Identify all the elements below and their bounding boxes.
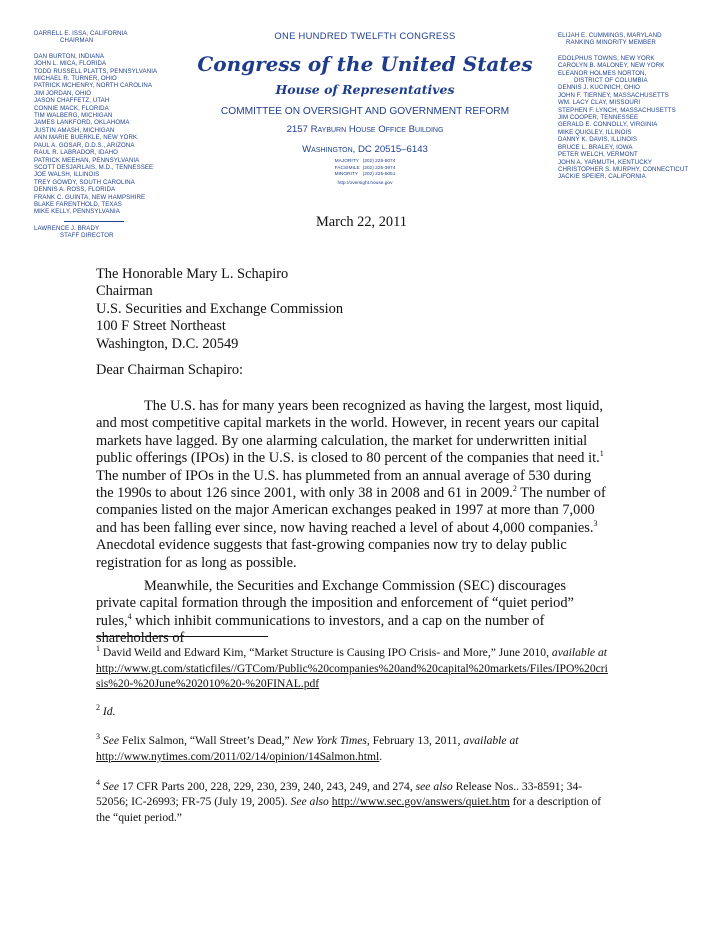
roster-member: JOHN F. TIERNEY, MASSACHUSETTS (558, 91, 669, 99)
footnote-4-number: 4 (96, 777, 100, 787)
minority-member-list (558, 55, 688, 181)
staff-director-title: STAFF DIRECTOR (60, 232, 114, 240)
roster-member: PETER WELCH, VERMONT (558, 151, 638, 159)
footnote-3-available: available at (463, 734, 519, 748)
roster-divider (64, 221, 124, 222)
roster-member: MICHAEL R. TURNER, OHIO (34, 75, 117, 83)
roster-member: TIM WALBERG, MICHIGAN (34, 112, 113, 120)
roster-member: JOE WALSH, ILLINOIS (34, 171, 100, 179)
roster-member: BLAKE FARENTHOLD, TEXAS (34, 200, 122, 208)
footnotes (96, 645, 610, 825)
footnote-3-link[interactable]: http://www.nytimes.com/2011/02/14/opinion/14Salmon.html (96, 749, 380, 763)
para2-text-a: Meanwhile, the Securities and Exchange Commission (SEC) discourages private capital formation through the imposition and enforcement of “quiet period” rules, (96, 578, 574, 629)
roster-member: TREY GOWDY, SOUTH CAROLINA (34, 178, 135, 186)
website-label: http://oversight.house.gov (337, 180, 393, 186)
roster-member: SCOTT DESJARLAIS, M.D., TENNESSEE (34, 163, 154, 171)
footnote-1-number: 1 (96, 644, 100, 654)
recipient-agency: U.S. Securities and Exchange Commission (96, 300, 344, 317)
roster-member: PAUL A. GOSAR, D.D.S., ARIZONA (34, 141, 135, 149)
footnote-2-number: 2 (96, 702, 100, 712)
roster-member: ELEANOR HOLMES NORTON, (558, 69, 647, 77)
para1-text-d: Anecdotal evidence suggests that fast-growing companies now try to delay public registration for as long as possible. (96, 537, 567, 571)
roster-member: JOHN L. MICA, FLORIDA (34, 60, 107, 68)
roster-member: JIM COOPER, TENNESSEE (558, 114, 639, 122)
committee-name: COMMITTEE ON OVERSIGHT AND GOVERNMENT REFORM (220, 106, 510, 117)
footnote-1-text: David Weild and Edward Kim, “Market Structure is Causing IPO Crisis- and More,” June 2010, (102, 646, 550, 659)
footnote-3 (96, 733, 610, 764)
body-paragraph-2 (96, 578, 608, 648)
letterhead-title: Congress of the United States (197, 52, 533, 76)
roster-member: CAROLYN B. MALONEY, NEW YORK (558, 62, 665, 70)
footnote-1-available: available at (551, 646, 607, 659)
roster-member: CONNIE MACK, FLORIDA (34, 104, 109, 112)
footnote-4-text-2: Release Nos.. 33-8591; 34-52056; IC-26993; FR-75 (July 19, 2005). (96, 779, 583, 809)
footnote-4-end: for a description of the “quiet period.” (96, 795, 602, 824)
footnote-3-text: Felix Salmon, “Wall Street’s Dead,” (121, 734, 290, 748)
ranking-member-name: ELIJAH E. CUMMINGS, MARYLAND (558, 32, 662, 39)
roster-member: DANNY K. DAVIS, ILLINOIS (558, 136, 638, 144)
footnote-ref-3[interactable]: 3 (593, 519, 598, 529)
footnote-3-publication: New York Times (292, 734, 367, 748)
footnote-1 (96, 645, 610, 692)
letter-date: March 22, 2011 (316, 214, 407, 230)
footnote-4-see-also-2: See also (290, 795, 329, 809)
roster-member: RAUL R. LABRADOR, IDAHO (34, 149, 119, 157)
chairman-name: DARRELL E. ISSA, CALIFORNIA (34, 30, 128, 37)
roster-member: DENNIS J. KUCINICH, OHIO (558, 84, 640, 92)
staff-director-name: LAWRENCE J. BRADY (34, 224, 100, 232)
majority-member-list (34, 53, 157, 216)
roster-member: JIM JORDAN, OHIO (34, 89, 92, 97)
roster-member: FRANK C. GUINTA, NEW HAMPSHIRE (34, 193, 146, 201)
phone-label: FACSIMILE (334, 165, 360, 171)
body-paragraph-1 (96, 398, 608, 572)
roster-member: EDOLPHUS TOWNS, NEW YORK (558, 54, 655, 62)
footnote-4-link[interactable]: http://www.sec.gov/answers/quiet.htm (331, 795, 510, 809)
footnote-4 (96, 779, 610, 826)
footnote-4-see: See (102, 779, 119, 793)
roster-member: DAN BURTON, INDIANA (34, 52, 105, 60)
footnote-3-end: . (379, 749, 383, 763)
majority-roster (34, 30, 157, 240)
para1-text-a: The U.S. has for many years been recognized as having the largest, most liquid, and most competitive capital markets in the world. However, in recent years our capital markets have lagged. By one alarming calculation, the market for underwritten initial public offerings (IPOs) in the U.S. is closed to 80 percent of the companies that need it. (96, 398, 603, 467)
footnote-4-see-also: see also (415, 779, 453, 793)
phone-number: (202) 225-5074 (362, 159, 396, 164)
footnote-ref-1[interactable]: 1 (599, 449, 604, 459)
roster-member: STEPHEN F. LYNCH, MASSACHUSETTS (558, 106, 676, 114)
phone-list (180, 159, 550, 179)
roster-member: JUSTIN AMASH, MICHIGAN (34, 126, 115, 134)
letterhead-subtitle: House of Representatives (275, 82, 455, 97)
chairman-title: CHAIRMAN (60, 37, 94, 45)
phone-label: MAJORITY (334, 159, 359, 164)
para1-text-b: The number of IPOs in the U.S. has plummeted from an annual average of 530 during the 1990s to about 126 since 2001, with only 38 in 2008 and 61 in 2009. (96, 467, 592, 502)
roster-member: BRUCE L. BRALEY, IOWA (558, 143, 633, 151)
committee-address: 2157 Rayburn House Office Building (286, 124, 444, 135)
para1-text-c: The number of companies listed on the major American exchanges peaked in 1997 at more than 7,000 and has been falling ever since, now having reached a level of about 4,000 companies. (96, 485, 606, 536)
phone-row (180, 172, 550, 179)
phone-row (180, 159, 550, 166)
footnote-2-text: Id. (102, 704, 116, 718)
recipient-title: Chairman (96, 283, 153, 300)
roster-member: TODD RUSSELL PLATTS, PENNSYLVANIA (34, 67, 158, 75)
footnote-4-text: 17 CFR Parts 200, 228, 229, 230, 239, 240, 243, 249, and 274, (121, 779, 413, 793)
roster-member: JAMES LANKFORD, OKLAHOMA (34, 119, 130, 127)
roster-member: JASON CHAFFETZ, UTAH (34, 97, 110, 105)
roster-member: MIKE QUIGLEY, ILLINOIS (558, 128, 632, 136)
roster-member: JOHN A. YARMUTH, KENTUCKY (558, 158, 653, 166)
para2-text-b: which inhibit communications to investors, and a cap on the number of shareholders of (96, 612, 545, 647)
recipient-street: 100 F Street Northeast (96, 318, 226, 335)
congress-label: ONE HUNDRED TWELFTH CONGRESS (274, 30, 456, 41)
recipient-city: Washington, D.C. 20549 (96, 335, 239, 352)
footnote-ref-2[interactable]: 2 (512, 484, 517, 494)
footnote-1-link[interactable]: http://www.gt.com/staticfiles//GTCom/Public%20companies%20and%20capital%20markets/Files/IPO%20crisis%20-%20June%202010%20-%20FINAL.pdf (96, 661, 608, 691)
committee-city: Washington, DC 20515–6143 (302, 144, 428, 155)
roster-member: CHRISTOPHER S. MURPHY, CONNECTICUT (558, 165, 689, 173)
phone-label: MINORITY (334, 172, 359, 178)
roster-member: ANN MARIE BUERKLE, NEW YORK (34, 134, 138, 142)
footnote-3-see: See (102, 734, 119, 748)
roster-member: GERALD E. CONNOLLY, VIRGINIA (558, 121, 658, 129)
recipient-name: The Honorable Mary L. Schapiro (96, 266, 289, 282)
roster-member: DISTRICT OF COLUMBIA (574, 77, 648, 85)
footnote-3-date: , February 13, 2011, (366, 734, 461, 748)
recipient-block (96, 266, 343, 353)
roster-member: JACKIE SPEIER, CALIFORNIA (558, 173, 646, 181)
footnote-rule (96, 636, 268, 637)
roster-member: WM. LACY CLAY, MISSOURI (558, 99, 641, 107)
letterhead-center (180, 30, 550, 186)
minority-roster (558, 32, 688, 181)
roster-member: PATRICK MCHENRY, NORTH CAROLINA (34, 82, 152, 90)
roster-member: PATRICK MEEHAN, PENNSYLVANIA (34, 156, 140, 164)
phone-number: (202) 225-3974 (362, 165, 396, 171)
footnote-2 (96, 704, 610, 720)
phone-number: (202) 225-5051 (362, 172, 396, 178)
salutation: Dear Chairman Schapiro: (96, 362, 244, 378)
footnote-3-number: 3 (96, 732, 100, 742)
footnote-ref-4[interactable]: 4 (127, 612, 132, 622)
roster-member: MIKE KELLY, PENNSYLVANIA (34, 208, 120, 216)
ranking-member-title: RANKING MINORITY MEMBER (566, 39, 656, 47)
roster-member: DENNIS A. ROSS, FLORIDA (34, 186, 116, 194)
